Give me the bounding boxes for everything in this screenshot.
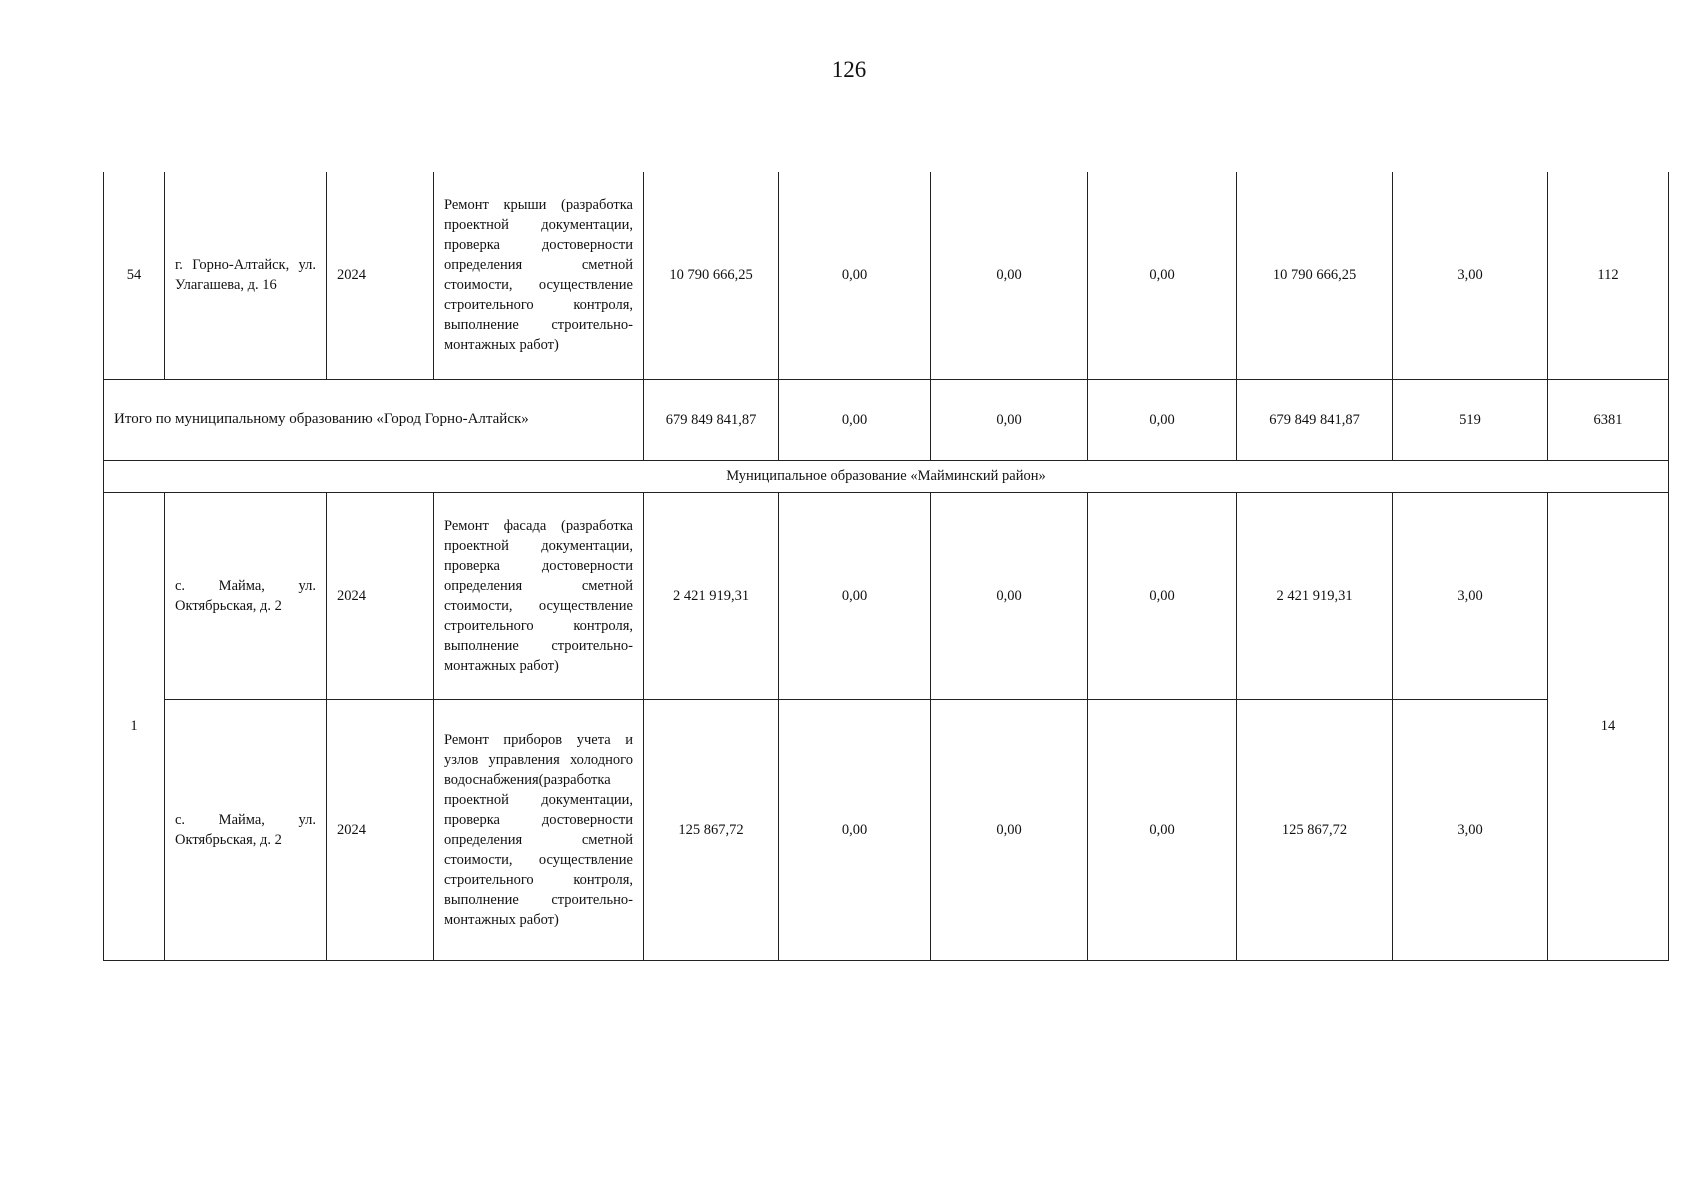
page-number: 126 xyxy=(831,57,867,82)
owners-funds-cell: 679 849 841,87 xyxy=(1237,379,1393,460)
value-cell: 3,00 xyxy=(1393,492,1548,699)
last-column-cell: 14 xyxy=(1548,492,1669,960)
total-cost-cell: 125 867,72 xyxy=(644,699,779,960)
value-cell: 3,00 xyxy=(1393,699,1548,960)
table-row xyxy=(104,172,1669,379)
value-cell: 519 xyxy=(1393,379,1548,460)
row-number: 1 xyxy=(104,492,165,960)
work-type-cell: Ремонт фасада (разработка проектной документации, проверка достоверности определения сметной стоимости, осуществление строительного контроля, выполнение строительно-монтажных работ) xyxy=(434,492,644,699)
value-cell: 3,00 xyxy=(1393,172,1548,379)
owners-funds-cell: 125 867,72 xyxy=(1237,699,1393,960)
section-title: Муниципальное образование «Майминский район» xyxy=(104,460,1669,492)
total-label: Итого по муниципальному образованию «Город Горно-Алтайск» xyxy=(104,379,644,460)
local-budget-cell: 0,00 xyxy=(1088,699,1237,960)
local-budget-cell: 0,00 xyxy=(1088,492,1237,699)
section-header-row xyxy=(104,460,1669,492)
fund-cell: 0,00 xyxy=(779,379,931,460)
last-column-cell: 6381 xyxy=(1548,379,1669,460)
regional-budget-cell: 0,00 xyxy=(931,492,1088,699)
fund-cell: 0,00 xyxy=(779,492,931,699)
address-cell: г. Горно-Алтайск, ул. Улагашева, д. 16 xyxy=(165,172,327,379)
table-row xyxy=(104,492,1669,699)
last-column-cell: 112 xyxy=(1548,172,1669,379)
address-cell: с. Майма, ул. Октябрьская, д. 2 xyxy=(165,699,327,960)
work-type-cell: Ремонт крыши (разработка проектной документации, проверка достоверности определения сметной стоимости, осуществление строительного контроля, выполнение строительно-монтажных работ) xyxy=(434,172,644,379)
local-budget-cell: 0,00 xyxy=(1088,379,1237,460)
regional-budget-cell: 0,00 xyxy=(931,699,1088,960)
total-cost-cell: 10 790 666,25 xyxy=(644,172,779,379)
table-row xyxy=(104,699,1669,960)
year-cell: 2024 xyxy=(327,172,434,379)
year-cell: 2024 xyxy=(327,699,434,960)
year-cell: 2024 xyxy=(327,492,434,699)
owners-funds-cell: 10 790 666,25 xyxy=(1237,172,1393,379)
regional-budget-cell: 0,00 xyxy=(931,172,1088,379)
total-row xyxy=(104,379,1669,460)
total-cost-cell: 2 421 919,31 xyxy=(644,492,779,699)
fund-cell: 0,00 xyxy=(779,699,931,960)
row-number: 54 xyxy=(104,172,165,379)
local-budget-cell: 0,00 xyxy=(1088,172,1237,379)
fund-cell: 0,00 xyxy=(779,172,931,379)
total-cost-cell: 679 849 841,87 xyxy=(644,379,779,460)
work-type-cell: Ремонт приборов учета и узлов управления холодного водоснабжения(разработка проектной документации, проверка достоверности определения сметной стоимости, осуществление строительного контроля, выполнение строительно-монтажных работ) xyxy=(434,699,644,960)
regional-budget-cell: 0,00 xyxy=(931,379,1088,460)
owners-funds-cell: 2 421 919,31 xyxy=(1237,492,1393,699)
works-table xyxy=(103,172,1669,961)
address-cell: с. Майма, ул. Октябрьская, д. 2 xyxy=(165,492,327,699)
